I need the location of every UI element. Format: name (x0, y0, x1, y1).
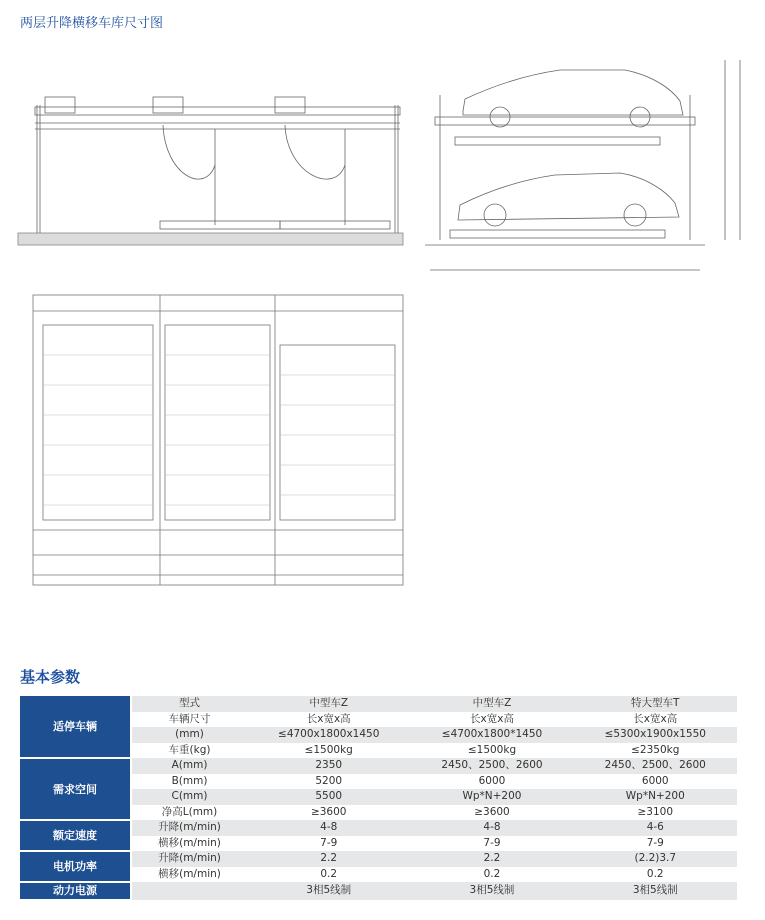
value-cell: 3相5线制 (574, 882, 737, 900)
value-cell: 2450、2500、2600 (574, 758, 737, 774)
value-cell: 特大型车T (574, 696, 737, 712)
value-cell: ≤1500kg (304, 743, 353, 756)
row-label: A(mm) (131, 758, 247, 774)
value-cell: 2350 (247, 758, 410, 774)
row-label: C(mm) (131, 789, 247, 805)
value-cell: 0.2 (320, 867, 338, 880)
value-cell: ≤1500kg (467, 743, 517, 756)
category-cell: 动力电源 (20, 882, 131, 900)
row-label: 净高L(mm) (161, 805, 218, 818)
value-cell: 长x宽x高 (470, 712, 514, 725)
category-cell: 适停车辆 (20, 696, 131, 758)
row-label: 横移(m/min) (158, 867, 221, 880)
document-title: 两层升降横移车库尺寸图 (20, 15, 164, 30)
value-cell: 7-9 (483, 836, 501, 849)
value-cell: Wp*N+200 (574, 789, 737, 805)
value-cell: ≤4700x1800x1450 (247, 727, 410, 743)
row-label: 横移(m/min) (158, 836, 221, 849)
value-cell: 0.2 (483, 867, 501, 880)
value-cell: Wp*N+200 (410, 789, 573, 805)
table-row (20, 758, 737, 774)
value-cell: 中型车Z (247, 696, 410, 712)
value-cell: 3相5线制 (247, 882, 410, 900)
value-cell: 5200 (315, 774, 343, 787)
value-cell: ≤2350kg (631, 743, 680, 756)
value-cell: 6000 (641, 774, 669, 787)
value-cell: 0.2 (646, 867, 664, 880)
value-cell: 2.2 (410, 851, 573, 867)
value-cell: 7-9 (320, 836, 338, 849)
value-cell: ≤5300x1900x1550 (574, 727, 737, 743)
value-cell: 5500 (247, 789, 410, 805)
value-cell: 长x宽x高 (633, 712, 678, 725)
value-cell: 2450、2500、2600 (410, 758, 573, 774)
row-label: 升降(m/min) (131, 851, 247, 867)
table-row (20, 851, 737, 867)
category-cell: 需求空间 (20, 758, 131, 820)
value-cell: 4-6 (574, 820, 737, 836)
row-label: 车重(kg) (168, 743, 211, 756)
value-cell: (2.2)3.7 (574, 851, 737, 867)
plan-view-drawing (25, 275, 415, 600)
parameter-table (20, 696, 738, 901)
value-cell: ≥3600 (474, 805, 510, 818)
value-cell: ≥3600 (310, 805, 347, 818)
row-label: (mm) (131, 727, 247, 743)
value-cell: ≤4700x1800*1450 (410, 727, 573, 743)
row-label: 型式 (131, 696, 247, 712)
category-cell: 电机功率 (20, 851, 131, 882)
value-cell: 4-8 (410, 820, 573, 836)
table-row (20, 696, 737, 712)
category-cell: 额定速度 (20, 820, 131, 851)
value-cell: ≥3100 (637, 805, 674, 818)
row-label: 升降(m/min) (131, 820, 247, 836)
value-cell: 6000 (478, 774, 506, 787)
row-label: 车辆尺寸 (168, 712, 211, 725)
table-row (20, 820, 737, 836)
value-cell: 3相5线制 (410, 882, 573, 900)
value-cell: 4-8 (247, 820, 410, 836)
value-cell: 2.2 (247, 851, 410, 867)
table-row (20, 882, 737, 900)
section-title: 基本参数 (20, 669, 81, 686)
value-cell: 7-9 (646, 836, 664, 849)
row-label (131, 882, 247, 900)
value-cell: 长x宽x高 (306, 712, 351, 725)
front-elevation-drawing (15, 85, 410, 260)
value-cell: 中型车Z (410, 696, 573, 712)
side-elevation-drawing (425, 55, 755, 280)
row-label: B(mm) (171, 774, 208, 787)
